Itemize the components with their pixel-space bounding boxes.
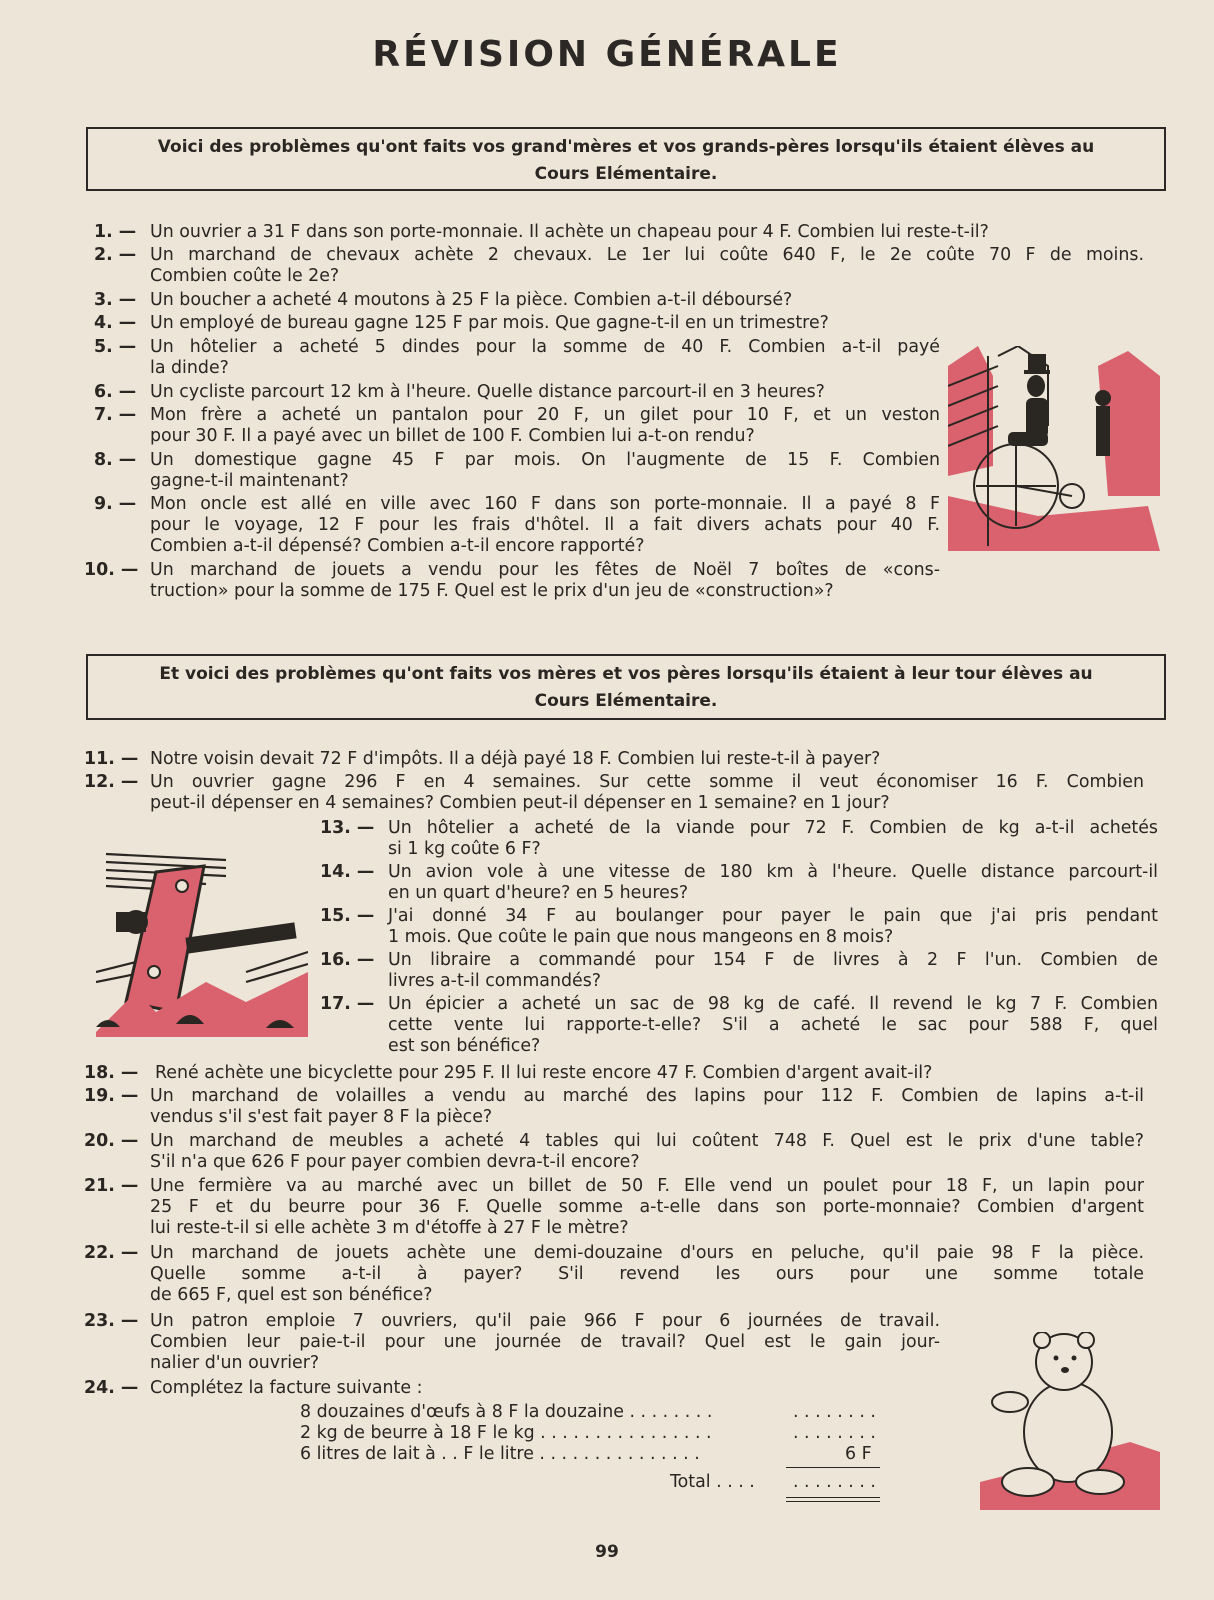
problem-number: 24. — [84, 1378, 139, 1398]
section-header-box-2 [86, 654, 1166, 720]
problem-text-line: 1 mois. Que coûte le pain que nous mangeons en 8 mois? [388, 927, 894, 947]
problem-text-line: si 1 kg coûte 6 F? [388, 839, 541, 859]
problem-text-line: Un marchand de chevaux achète 2 chevaux. Le 1er lui coûte 640 F, le 2e coûte 70 F de moins. [150, 245, 1144, 265]
problem-text-line: gagne-t-il maintenant? [150, 471, 349, 491]
problem-number: 9. — [94, 494, 137, 514]
teddy-bear-illustration [980, 1332, 1160, 1510]
problem-text-line: cette vente lui rapporte-t-elle? S'il a acheté le sac pour 588 F, quel [388, 1015, 1158, 1035]
problem-text-line: René achète une bicyclette pour 295 F. Il lui reste encore 47 F. Combien d'argent avait-il? [155, 1063, 933, 1083]
problem-text-line: 25 F et du beurre pour 36 F. Quelle somme a-t-elle dans son porte-monnaie? Combien d'argent [150, 1197, 1144, 1217]
problem-text-line: pour le voyage, 12 F pour les frais d'hôtel. Il a fait divers achats pour 40 F. [150, 515, 940, 535]
invoice-total-rule-2 [786, 1501, 880, 1502]
problem-number: 2. — [94, 245, 137, 265]
invoice-row-1-label: 8 douzaines d'œufs à 8 F la douzaine . . . . . . . . [300, 1402, 713, 1422]
problem-number: 1. — [94, 222, 137, 242]
invoice-row-3-label: 6 litres de lait à . . F le litre . . . . . . . . . . . . . . . [300, 1444, 700, 1464]
problem-number: 14. — [320, 862, 375, 882]
problem-number: 12. — [84, 772, 139, 792]
problem-text-line: Un cycliste parcourt 12 km à l'heure. Quelle distance parcourt-il en 3 heures? [150, 382, 825, 402]
box1-line1: Voici des problèmes qu'ont faits vos grand'mères et vos grands-pères lorsqu'ils étaient élèves au [157, 137, 1095, 157]
invoice-total-amount: . . . . . . . . [793, 1472, 876, 1492]
problem-number: 8. — [94, 450, 137, 470]
box2-line2: Cours Elémentaire. [534, 691, 718, 711]
problem-text-line: Un employé de bureau gagne 125 F par mois. Que gagne-t-il en un trimestre? [150, 313, 829, 333]
problem-text-line: est son bénéfice? [388, 1036, 541, 1056]
problem-number: 18. — [84, 1063, 139, 1083]
problem-text-line: Un marchand de jouets a vendu pour les fêtes de Noël 7 boîtes de «cons- [150, 560, 940, 580]
problem-number: 10. — [84, 560, 139, 580]
problem-text-line: Un hôtelier a acheté 5 dindes pour la somme de 40 F. Combien a-t-il payé [150, 337, 940, 357]
problem-text-line: Mon oncle est allé en ville avec 160 F dans son porte-monnaie. Il a payé 8 F [150, 494, 940, 514]
problem-text-line: Un marchand de meubles a acheté 4 tables qui lui coûtent 748 F. Quel est le prix d'une table? [150, 1131, 1144, 1151]
problem-number: 20. — [84, 1131, 139, 1151]
page-title: RÉVISION GÉNÉRALE [372, 34, 842, 75]
problem-text-line: Combien leur paie-t-il pour une journée de travail? Quel est le gain jour- [150, 1332, 940, 1352]
box1-line2: Cours Elémentaire. [534, 164, 718, 184]
invoice-row-2-label: 2 kg de beurre à 18 F le kg . . . . . . . . . . . . . . . . [300, 1423, 712, 1443]
penny-farthing-illustration [948, 346, 1160, 551]
problem-number: 23. — [84, 1311, 139, 1331]
problem-text-line: lui reste-t-il si elle achète 3 m d'étoffe à 27 F le mètre? [150, 1218, 629, 1238]
problem-text-line: S'il n'a que 626 F pour payer combien devra-t-il encore? [150, 1152, 640, 1172]
problem-number: 21. — [84, 1176, 139, 1196]
problem-text-line: Un marchand de jouets achète une demi-douzaine d'ours en peluche, qu'il paie 98 F la pièce. [150, 1243, 1144, 1263]
problem-text-line: Mon frère a acheté un pantalon pour 20 F, un gilet pour 10 F, et un veston [150, 405, 940, 425]
problem-text-line: truction» pour la somme de 175 F. Quel est le prix d'un jeu de «construction»? [150, 581, 834, 601]
problem-number: 7. — [94, 405, 137, 425]
problem-text-line: Un boucher a acheté 4 moutons à 25 F la pièce. Combien a-t-il déboursé? [150, 290, 793, 310]
biplane-illustration [96, 852, 308, 1037]
problem-text-line: Combien a-t-il dépensé? Combien a-t-il encore rapporté? [150, 536, 645, 556]
problem-text-line: la dinde? [150, 358, 229, 378]
problem-text-line: Un ouvrier gagne 296 F en 4 semaines. Sur cette somme il veut économiser 16 F. Combien [150, 772, 1144, 792]
problem-text-line: Un domestique gagne 45 F par mois. On l'augmente de 15 F. Combien [150, 450, 940, 470]
problem-text-line: Un marchand de volailles a vendu au marché des lapins pour 112 F. Combien de lapins a-t-il [150, 1086, 1144, 1106]
problem-text-line: nalier d'un ouvrier? [150, 1353, 320, 1373]
problem-number: 4. — [94, 313, 137, 333]
problem-text-line: Un libraire a commandé pour 154 F de livres à 2 F l'un. Combien de [388, 950, 1158, 970]
problem-number: 15. — [320, 906, 375, 926]
problem-text-line: livres a-t-il commandés? [388, 971, 602, 991]
problem-number: 13. — [320, 818, 375, 838]
page-number: 99 [595, 1542, 619, 1562]
invoice-subtotal-rule [786, 1467, 880, 1468]
problem-number: 16. — [320, 950, 375, 970]
problem-text-line: Un épicier a acheté un sac de 98 kg de café. Il revend le kg 7 F. Combien [388, 994, 1158, 1014]
invoice-row-3-amount: 6 F [845, 1444, 872, 1464]
problem-text-line: Un ouvrier a 31 F dans son porte-monnaie. Il achète un chapeau pour 4 F. Combien lui reste-t-il? [150, 222, 989, 242]
problem-text-line: Une fermière va au marché avec un billet de 50 F. Elle vend un poulet pour 18 F, un lapin pour [150, 1176, 1144, 1196]
invoice-total-label: Total . . . . [670, 1472, 755, 1492]
problem-text-line: peut-il dépenser en 4 semaines? Combien peut-il dépenser en 1 semaine? en 1 jour? [150, 793, 890, 813]
problem-text-line: pour 30 F. Il a payé avec un billet de 100 F. Combien lui a-t-on rendu? [150, 426, 755, 446]
problem-text-line: Notre voisin devait 72 F d'impôts. Il a déjà payé 18 F. Combien lui reste-t-il à payer? [150, 749, 881, 769]
problem-number: 17. — [320, 994, 375, 1014]
section-header-box-1 [86, 127, 1166, 191]
problem-number: 19. — [84, 1086, 139, 1106]
invoice-row-2-amount: . . . . . . . . [793, 1423, 876, 1443]
invoice-row-1-amount: . . . . . . . . [793, 1402, 876, 1422]
problem-text-line: Un patron emploie 7 ouvriers, qu'il paie 966 F pour 6 journées de travail. [150, 1311, 940, 1331]
problem-text-line: vendus s'il s'est fait payer 8 F la pièce? [150, 1107, 493, 1127]
problem-text-line: Combien coûte le 2e? [150, 266, 340, 286]
problem-text-line: Complétez la facture suivante : [150, 1378, 423, 1398]
problem-text-line: Un hôtelier a acheté de la viande pour 72 F. Combien de kg a-t-il achetés [388, 818, 1158, 838]
problem-number: 22. — [84, 1243, 139, 1263]
problem-text-line: Un avion vole à une vitesse de 180 km à l'heure. Quelle distance parcourt-il [388, 862, 1158, 882]
problem-number: 3. — [94, 290, 137, 310]
problem-text-line: en un quart d'heure? en 5 heures? [388, 883, 689, 903]
box2-line1: Et voici des problèmes qu'ont faits vos mères et vos pères lorsqu'ils étaient à leur tour élèves au [159, 664, 1093, 684]
invoice-total-rule-1 [786, 1497, 880, 1498]
problem-text-line: Quelle somme a-t-il à payer? S'il revend les ours pour une somme totale [150, 1264, 1144, 1284]
problem-number: 5. — [94, 337, 137, 357]
problem-number: 6. — [94, 382, 137, 402]
problem-text-line: de 665 F, quel est son bénéfice? [150, 1285, 433, 1305]
problem-number: 11. — [84, 749, 139, 769]
problem-text-line: J'ai donné 34 F au boulanger pour payer le pain que j'ai pris pendant [388, 906, 1158, 926]
